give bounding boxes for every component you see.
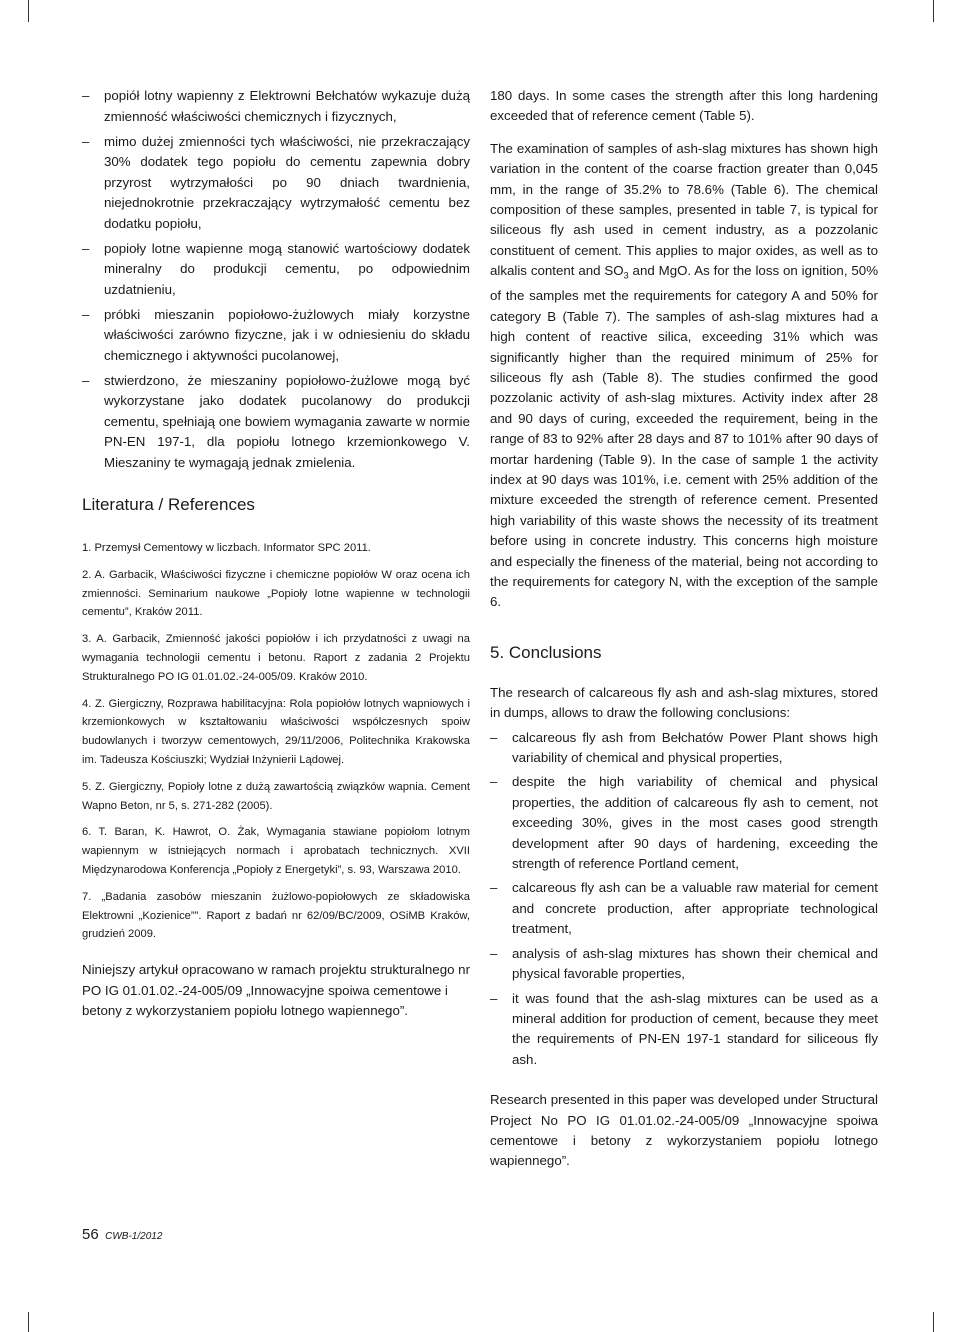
conclusions-intro: The research of calcareous fly ash and ash-slag mixtures, stored in dumps, allows to draw the following conclusions: xyxy=(490,684,878,721)
research-note: Research presented in this paper was developed under Structural Project No PO IG 01.01.02.-24-005/09 „Innowacyjne spoiwa cementowe i betony z wykorzystaniem popiołu lotnego wapiennego”. xyxy=(490,1092,878,1169)
list-item: – popioły lotne wapienne mogą stanowić wartościowy dodatek mineralny do produkcji cementu, po odpowiednim uzdatnieniu, xyxy=(82,239,470,301)
page-number: 56 xyxy=(82,1226,99,1243)
crop-mark-top-left xyxy=(28,0,29,22)
funding-note-polish: Niniejszy artykuł opracowano w ramach projektu strukturalnego nr PO IG 01.01.02.-24-005/09 „Innowacyjne spoiwa cementowe i betony z wykorzystaniem popiołu lotnego wapiennego”. xyxy=(82,962,470,1019)
paragraph-text: The examination of samples of ash-slag mixtures has shown high variation in the content of the coarse fraction greater than 0,045 mm, in the range of 35.2% to 78.6% (Table 6). The chemical composition of these samples, presented in table 7, is typical for siliceous fly ash used in cement industry, as a pozzolanic constituent of cement. This applies to major oxides, as well as to alkalis content and SO xyxy=(490,140,878,279)
paragraph: 180 days. In some cases the strength after this long hardening exceeded that of reference cement (Table 5). xyxy=(490,88,878,124)
reference-item: 6. T. Baran, K. Hawrot, O. Żak, Wymagania stawiane popiołom lotnym wapiennym w istniejących normach i aprobatach technicznych. XVII Międzynarodowa Konferencja „Popioły z Energetyki”, s. 93, Warszawa 2010. xyxy=(82,826,470,876)
list-item: – it was found that the ash-slag mixtures can be used as a mineral addition for production of cement, because they meet the requirements of PN-EN 197-1 standard for siliceous fly ash. xyxy=(490,989,878,1071)
list-item: – popiół lotny wapienny z Elektrowni Bełchatów wykazuje dużą zmienność właściwości chemicznych i fizycznych, xyxy=(82,86,470,127)
list-item: – analysis of ash-slag mixtures has shown their chemical and physical favorable properties, xyxy=(490,944,878,985)
left-column xyxy=(82,86,470,1022)
reference-item: 1. Przemysł Cementowy w liczbach. Informator SPC 2011. xyxy=(82,542,371,554)
crop-mark-bottom-left xyxy=(28,1312,29,1332)
list-item: – stwierdzono, że mieszaniny popiołowo-żużlowe mogą być wykorzystane jako dodatek pucolanowy do produkcji cementu, spełniają one bowiem wymagania zawarte w normie PN-EN 197-1, dla popiołu lotnego krzemionkowego V. Mieszaniny te wymagają jednak zmielenia. xyxy=(82,371,470,474)
reference-item: 7. „Badania zasobów mieszanin żużlowo-popiołowych ze składowiska Elektrowni „Kozienice””. Raport z badań nr 62/09/BC/2009, OSiMB Kraków, grudzień 2009. xyxy=(82,890,470,941)
list-item: – calcareous fly ash can be a valuable raw material for cement and concrete production, after appropriate technological treatment, xyxy=(490,878,878,939)
crop-mark-bottom-right xyxy=(933,1312,934,1332)
journal-issue: CWB-1/2012 xyxy=(105,1231,163,1242)
polish-conclusions-list xyxy=(82,86,470,473)
reference-item: 4. Z. Giergiczny, Rozprawa habilitacyjna: Rola popiołów lotnych wapniowych i krzemionkowych w kształtowaniu właściwości współczesnych spoiw budowlanych i tworzyw cementowych, 29/11/2006, Politechnika Krakowska im. Tadeusza Kościuszki; Wydział Inżynierii Lądowej. xyxy=(82,697,470,766)
crop-mark-top-right xyxy=(933,0,934,22)
references-list xyxy=(82,539,470,944)
page-footer xyxy=(82,1226,162,1244)
list-item: – próbki mieszanin popiołowo-żużlowych miały korzystne właściwości zarówno fizyczne, jak i w odniesieniu do składu chemicznego i aktywności pucolanowej, xyxy=(82,305,470,367)
reference-item: 2. A. Garbacik, Właściwości fizyczne i chemiczne popiołów W oraz ocena ich zmienności. Seminarium naukowe „Popioły lotne wapienne w technologii cementu”, Kraków 2011. xyxy=(82,568,470,619)
section-heading: 5. Conclusions xyxy=(490,642,602,662)
reference-item: 5. Z. Giergiczny, Popioły lotne z dużą zawartością związków wapnia. Cement Wapno Beton, nr 5, s. 271-282 (2005). xyxy=(82,780,470,812)
list-item: – mimo dużej zmienności tych właściwości, nie przekraczający 30% dodatek tego popiołu do cementu zapewnia dobry przyrost wytrzymałości po 90 dniach twardnienia, niejednokrotnie przekraczający wytrzymałość cementu bez dodatku popiołu, xyxy=(82,132,470,235)
reference-item: 3. A. Garbacik, Zmienność jakości popiołów i ich przydatności z uwagi na wymagania technologii cementu i betonu. Raport z zadania 2 Projektu Strukturalnego PO IG 01.01.02.-24-005/09. Kraków 2010. xyxy=(82,633,470,683)
subscript: 3 xyxy=(623,270,629,281)
list-item: – despite the high variability of chemical and physical properties, the addition of calcareous fly ash to cement, not exceeding 30%, gives in the most cases good strength development after 90 days of hardening, exceeding the strength of reference Portland cement, xyxy=(490,772,878,874)
paragraph-text: and MgO. As for the loss on ignition, 50% of the samples met the requirements for category A and 50% for category B (Table 7). The samples of ash-slag mixtures had a high content of reactive silica, exceeding 31% which was significantly higher than the required minimum of 25% for siliceous fly ash (Table 8). The studies confirmed the good pozzolanic activity of ash-slag mixtures. Activity index after 28 and 90 days of curing, exceeded the requirement, being in the range of 83 to 92% after 28 days and 87 to 101% after 90 days of mortar hardening (Table 9). In the case of sample 1 the activity index at 90 days was 101%, i.e. cement with 25% addition of the mixture exceeded the strength of reference cement. Presented high variability of this waste shows the necessity of its treatment before using in concrete industry. This concerns high moisture and especially the fineness of the material, being not according to the requirements for category N, with the exception of the sample 6. xyxy=(490,263,879,610)
conclusions-list xyxy=(490,728,878,1071)
references-heading: Literatura / References xyxy=(82,495,255,514)
right-column xyxy=(490,86,878,1172)
paragraph xyxy=(490,139,878,613)
list-item: – calcareous fly ash from Bełchatów Power Plant shows high variability of chemical and physical properties, xyxy=(490,728,878,769)
